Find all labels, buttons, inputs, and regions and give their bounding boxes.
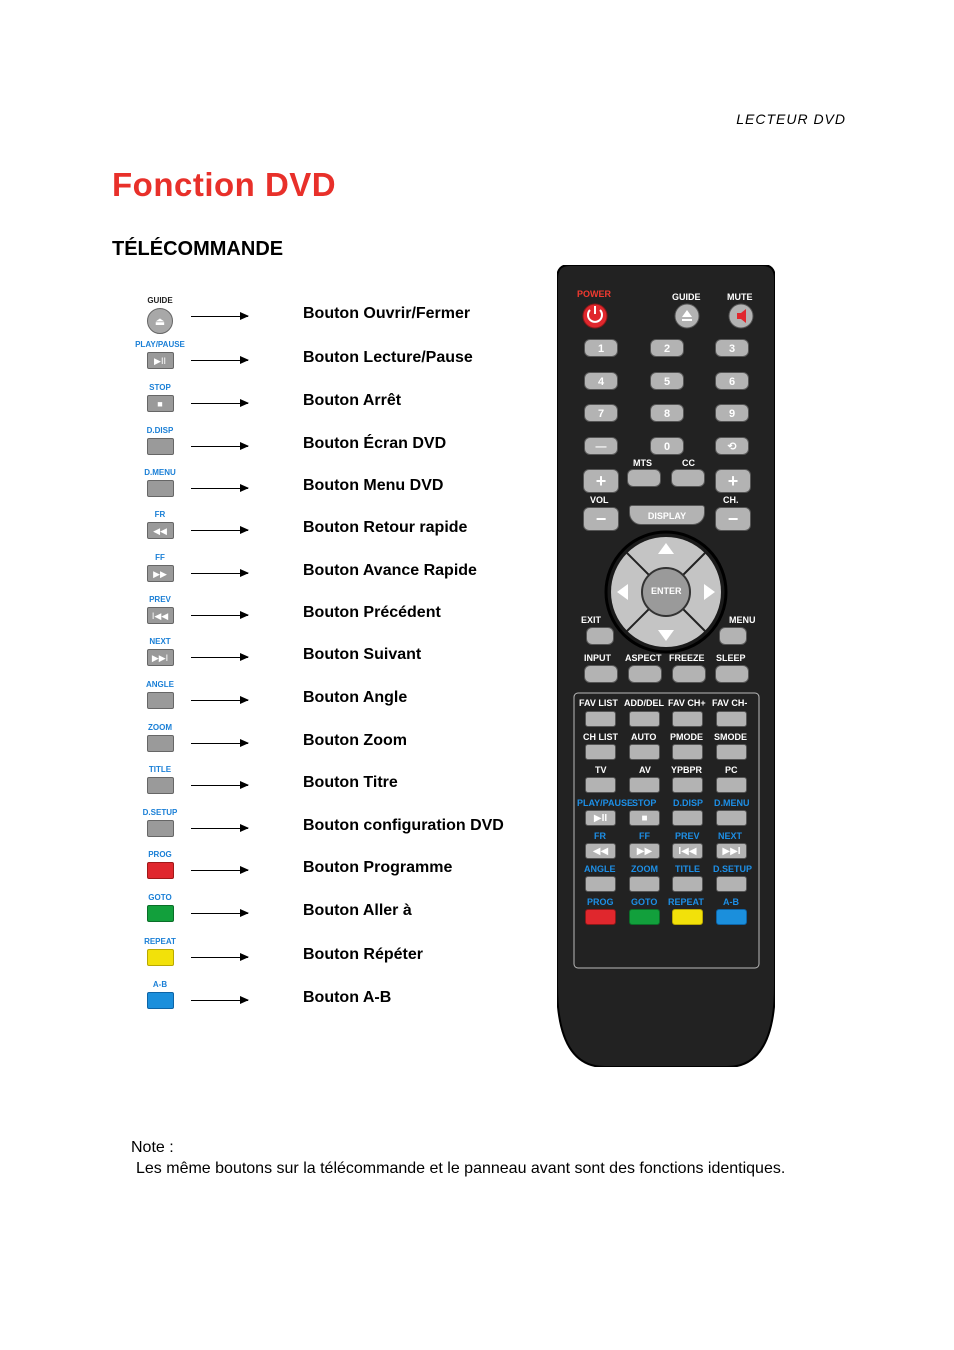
- remote-grid-label: TITLE: [675, 864, 700, 874]
- header-label: LECTEUR DVD: [736, 111, 846, 127]
- fast-forward-icon: ▶▶: [147, 565, 174, 582]
- remote-ch-label: CH.: [723, 495, 739, 505]
- key-label: Bouton Zoom: [303, 732, 407, 749]
- key-row-ff: FF ▶▶ Bouton Avance Rapide: [135, 553, 555, 595]
- remote-vol-down-icon: −: [583, 507, 619, 531]
- goto-button-icon: [147, 905, 174, 922]
- section-title: TÉLÉCOMMANDE: [112, 238, 284, 260]
- key-row-prog: PROG Bouton Programme: [135, 850, 555, 892]
- remote-exit-button: [586, 627, 614, 645]
- remote-digit-6: 6: [715, 372, 749, 390]
- remote-digit-8: 8: [650, 404, 684, 422]
- remote-digit-7: 7: [584, 404, 618, 422]
- key-label: Bouton Aller à: [303, 902, 412, 919]
- arrow-icon: [191, 1000, 248, 1001]
- key-label: Bouton Suivant: [303, 646, 422, 663]
- remote-grid-button: [716, 810, 747, 826]
- remote-grid-button: [672, 777, 703, 793]
- arrow-icon: [191, 403, 248, 404]
- arrow-icon: [191, 785, 248, 786]
- remote-grid-button: [629, 744, 660, 760]
- key-label: Bouton Lecture/Pause: [303, 349, 473, 366]
- remote-ch-up-icon: +: [715, 469, 751, 493]
- remote-play-pause-icon: ▶II: [585, 810, 616, 826]
- remote-aspect-button: [628, 665, 662, 683]
- prog-button-icon: [147, 862, 174, 879]
- remote-freeze-button: [672, 665, 706, 683]
- eject-icon: ⏏: [147, 308, 173, 334]
- remote-grid-label: D.DISP: [673, 798, 704, 808]
- remote-guide-label: GUIDE: [672, 292, 701, 302]
- arrow-icon: [191, 488, 248, 489]
- remote-digit-3: 3: [715, 339, 749, 357]
- remote-grid-label: A-B: [723, 897, 739, 907]
- remote-grid-label: D.MENU: [714, 798, 750, 808]
- remote-digit-5: 5: [650, 372, 684, 390]
- remote-stop-icon: ■: [629, 810, 660, 826]
- remote-rewind-icon: ◀◀: [585, 843, 616, 859]
- key-row-title: TITLE Bouton Titre: [135, 765, 555, 807]
- remote-digit-4: 4: [584, 372, 618, 390]
- remote-menu-label: MENU: [729, 615, 756, 625]
- remote-mts-label: MTS: [633, 458, 652, 468]
- key-row-play-pause: PLAY/PAUSE ▶II Bouton Lecture/Pause: [135, 340, 555, 382]
- remote-grid-button: [672, 744, 703, 760]
- remote-grid-label: AUTO: [631, 732, 657, 742]
- remote-digit-2: 2: [650, 339, 684, 357]
- key-label: Bouton Arrêt: [303, 392, 402, 409]
- key-label: Bouton Titre: [303, 774, 398, 791]
- remote-goto-button: [629, 909, 660, 925]
- d-menu-button-icon: [147, 480, 174, 497]
- remote-grid-label: PMODE: [670, 732, 704, 742]
- remote-grid-button: [672, 711, 703, 727]
- remote-grid-label: ADD/DEL: [624, 698, 664, 708]
- remote-grid-button: [716, 777, 747, 793]
- key-row-next: NEXT ▶▶I Bouton Suivant: [135, 637, 555, 679]
- remote-grid-label: FR: [594, 831, 606, 841]
- remote-grid-label: CH LIST: [583, 732, 618, 742]
- remote-vol-up-icon: +: [583, 469, 619, 493]
- rewind-icon: ◀◀: [147, 522, 174, 539]
- remote-vol-label: VOL: [590, 495, 609, 505]
- remote-input-label: INPUT: [584, 653, 611, 663]
- note-title: Note :: [131, 1139, 174, 1156]
- remote-grid-label: AV: [639, 765, 651, 775]
- remote-previous-icon: I◀◀: [672, 843, 703, 859]
- remote-display-button: DISPLAY: [629, 505, 705, 525]
- key-label: Bouton configuration DVD: [303, 817, 504, 834]
- remote-grid-label: ANGLE: [584, 864, 616, 874]
- page-title: Fonction DVD: [112, 166, 337, 203]
- remote-grid-label: FAV CH-: [712, 698, 748, 708]
- remote-sleep-label: SLEEP: [716, 653, 746, 663]
- key-row-goto: GOTO Bouton Aller à: [135, 893, 555, 935]
- d-disp-button-icon: [147, 438, 174, 455]
- remote-prog-button: [585, 909, 616, 925]
- d-setup-button-icon: [147, 820, 174, 837]
- note-text: Les même boutons sur la télécommande et le panneau avant sont des fonctions identiques.: [136, 1160, 786, 1177]
- remote-power-label: POWER: [577, 289, 612, 299]
- remote-input-button: [584, 665, 618, 683]
- remote-grid-label: FAV CH+: [668, 698, 706, 708]
- key-label: Bouton Programme: [303, 859, 453, 876]
- remote-dash-button: —: [584, 437, 618, 455]
- remote-recall-icon: ⟲: [715, 437, 749, 455]
- key-row-zoom: ZOOM Bouton Zoom: [135, 723, 555, 765]
- remote-aspect-label: ASPECT: [625, 653, 662, 663]
- title-button-icon: [147, 777, 174, 794]
- key-row-d-menu: D.MENU Bouton Menu DVD: [135, 468, 555, 510]
- key-row-fr: FR ◀◀ Bouton Retour rapide: [135, 510, 555, 552]
- key-label: Bouton Menu DVD: [303, 477, 444, 494]
- arrow-icon: [191, 743, 248, 744]
- remote-grid-button: [629, 711, 660, 727]
- remote-grid-button: [716, 876, 747, 892]
- key-label: Bouton Retour rapide: [303, 519, 468, 536]
- remote-fast-forward-icon: ▶▶: [629, 843, 660, 859]
- previous-icon: I◀◀: [147, 607, 174, 624]
- key-row-d-disp: D.DISP Bouton Écran DVD: [135, 426, 555, 468]
- remote-grid-label: PLAY/PAUSE: [577, 798, 634, 808]
- remote-grid-label: REPEAT: [668, 897, 704, 907]
- key-label: Bouton Répéter: [303, 946, 423, 963]
- zoom-button-icon: [147, 735, 174, 752]
- remote-grid-button: [585, 711, 616, 727]
- remote-grid-button: [716, 711, 747, 727]
- key-label: Bouton Écran DVD: [303, 435, 447, 452]
- key-label: Bouton Angle: [303, 689, 408, 706]
- remote-grid-button: [716, 744, 747, 760]
- remote-control-illustration: [557, 265, 775, 1067]
- remote-next-icon: ▶▶I: [716, 843, 747, 859]
- arrow-icon: [191, 828, 248, 829]
- remote-repeat-button: [672, 909, 703, 925]
- remote-cc-label: CC: [682, 458, 695, 468]
- key-label: Bouton Avance Rapide: [303, 562, 477, 579]
- remote-grid-label: D.SETUP: [713, 864, 753, 874]
- remote-freeze-label: FREEZE: [669, 653, 705, 663]
- remote-grid-label: GOTO: [631, 897, 658, 907]
- next-icon: ▶▶I: [147, 649, 174, 666]
- remote-enter-label: ENTER: [651, 586, 682, 596]
- remote-a-b-button: [716, 909, 747, 925]
- play-pause-icon: ▶II: [147, 352, 174, 369]
- remote-digit-9: 9: [715, 404, 749, 422]
- arrow-icon: [191, 530, 248, 531]
- key-row-d-setup: D.SETUP Bouton configuration DVD: [135, 808, 555, 850]
- remote-grid-label: PC: [725, 765, 738, 775]
- remote-grid-button: [629, 777, 660, 793]
- arrow-icon: [191, 700, 248, 701]
- remote-grid-label: TV: [595, 765, 607, 775]
- key-label: Bouton A-B: [303, 989, 392, 1006]
- remote-cc-button: [671, 469, 705, 487]
- remote-grid-button: [585, 777, 616, 793]
- remote-menu-button: [719, 627, 747, 645]
- key-row-stop: STOP ■ Bouton Arrêt: [135, 383, 555, 425]
- key-row-guide: GUIDE ⏏ Bouton Ouvrir/Fermer: [135, 296, 555, 338]
- key-row-prev: PREV I◀◀ Bouton Précédent: [135, 595, 555, 637]
- remote-grid-label: PROG: [587, 897, 614, 907]
- remote-exit-label: EXIT: [581, 615, 602, 625]
- remote-grid-label: STOP: [632, 798, 657, 808]
- remote-grid-button: [585, 744, 616, 760]
- remote-grid-label: NEXT: [718, 831, 743, 841]
- remote-mts-button: [627, 469, 661, 487]
- remote-grid-label: SMODE: [714, 732, 748, 742]
- remote-grid-label: FAV LIST: [579, 698, 618, 708]
- angle-button-icon: [147, 692, 174, 709]
- remote-grid-button: [585, 876, 616, 892]
- arrow-icon: [191, 957, 248, 958]
- remote-grid-button: [672, 876, 703, 892]
- arrow-icon: [191, 360, 248, 361]
- key-row-repeat: REPEAT Bouton Répéter: [135, 937, 555, 979]
- remote-digit-1: 1: [584, 339, 618, 357]
- remote-grid-button: [629, 876, 660, 892]
- arrow-icon: [191, 913, 248, 914]
- remote-grid-label: YPBPR: [671, 765, 703, 775]
- arrow-icon: [191, 870, 248, 871]
- arrow-icon: [191, 657, 248, 658]
- repeat-button-icon: [147, 949, 174, 966]
- remote-digit-0: 0: [650, 437, 684, 455]
- key-label: Bouton Précédent: [303, 604, 441, 621]
- arrow-icon: [191, 615, 248, 616]
- remote-grid-label: PREV: [675, 831, 700, 841]
- key-row-a-b: A-B Bouton A-B: [135, 980, 555, 1022]
- arrow-icon: [191, 316, 248, 317]
- remote-mute-label: MUTE: [727, 292, 753, 302]
- arrow-icon: [191, 446, 248, 447]
- remote-grid-label: ZOOM: [631, 864, 658, 874]
- stop-icon: ■: [147, 395, 174, 412]
- arrow-icon: [191, 573, 248, 574]
- key-label: Bouton Ouvrir/Fermer: [303, 305, 471, 322]
- key-row-angle: ANGLE Bouton Angle: [135, 680, 555, 722]
- remote-grid-button: [672, 810, 703, 826]
- a-b-button-icon: [147, 992, 174, 1009]
- remote-sleep-button: [715, 665, 749, 683]
- remote-grid-label: FF: [639, 831, 650, 841]
- remote-ch-down-icon: −: [715, 507, 751, 531]
